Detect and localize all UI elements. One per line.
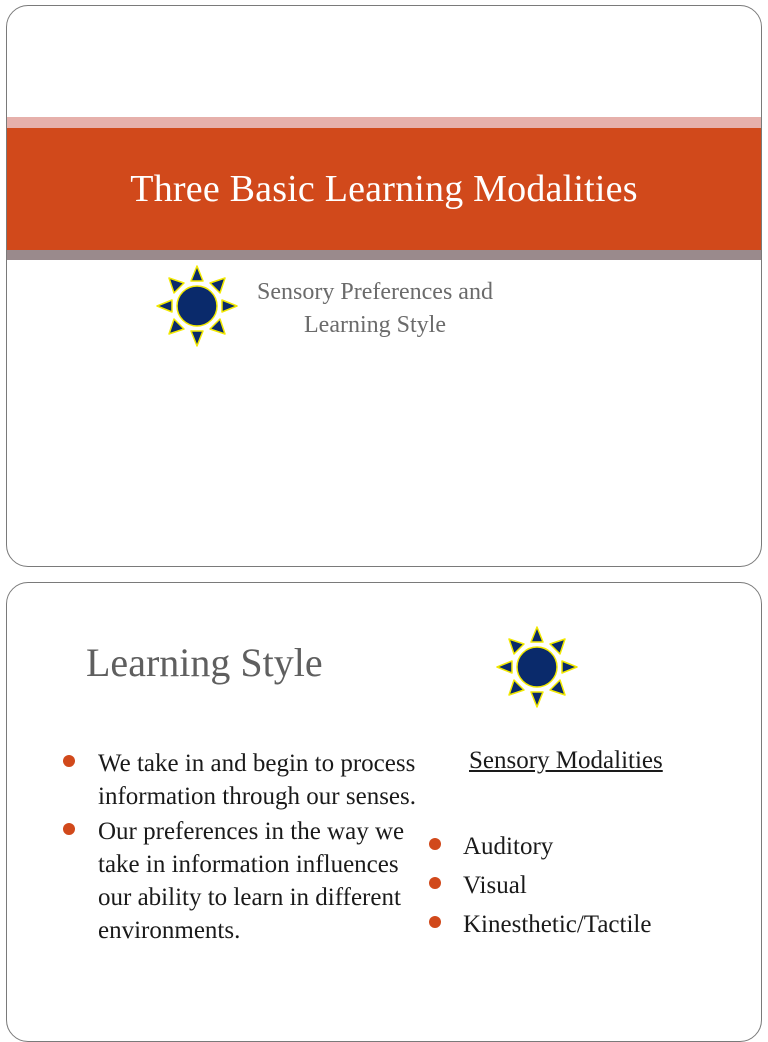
sensory-modalities-heading: Sensory Modalities — [469, 747, 663, 774]
subtitle-line-2: Learning Style — [304, 312, 446, 338]
slide-title-card — [6, 5, 762, 567]
list-item — [423, 866, 651, 905]
list-item — [57, 815, 417, 947]
slide-subtitle — [235, 276, 515, 342]
bullet-dot-icon — [63, 755, 75, 767]
modality-text: Auditory — [463, 833, 554, 860]
bullet-dot-icon — [429, 877, 441, 889]
bullet-text: We take in and begin to process information through our senses. — [98, 750, 417, 810]
title-band-top-stripe — [7, 117, 761, 128]
bullet-text: Our preferences in the way we take in information influences our ability to learn in different environments. — [98, 818, 405, 944]
list-item — [423, 827, 651, 866]
learning-style-bullets — [57, 747, 417, 949]
slide-title: Three Basic Learning Modalities — [130, 168, 638, 210]
sun-icon — [493, 623, 581, 711]
slide-heading: Learning Style — [86, 640, 323, 685]
modality-text: Kinesthetic/Tactile — [463, 911, 652, 938]
subtitle-line-1: Sensory Preferences and — [257, 279, 493, 305]
bullet-dot-icon — [63, 823, 75, 835]
list-item — [57, 747, 417, 813]
bullet-dot-icon — [429, 916, 441, 928]
slide-learning-style — [6, 582, 762, 1042]
list-item — [423, 905, 651, 944]
modality-text: Visual — [463, 872, 527, 899]
sun-icon — [153, 262, 241, 350]
bullet-dot-icon — [429, 838, 441, 850]
modalities-list — [423, 827, 651, 944]
title-band-bottom-stripe — [7, 250, 761, 260]
title-band — [7, 128, 761, 250]
